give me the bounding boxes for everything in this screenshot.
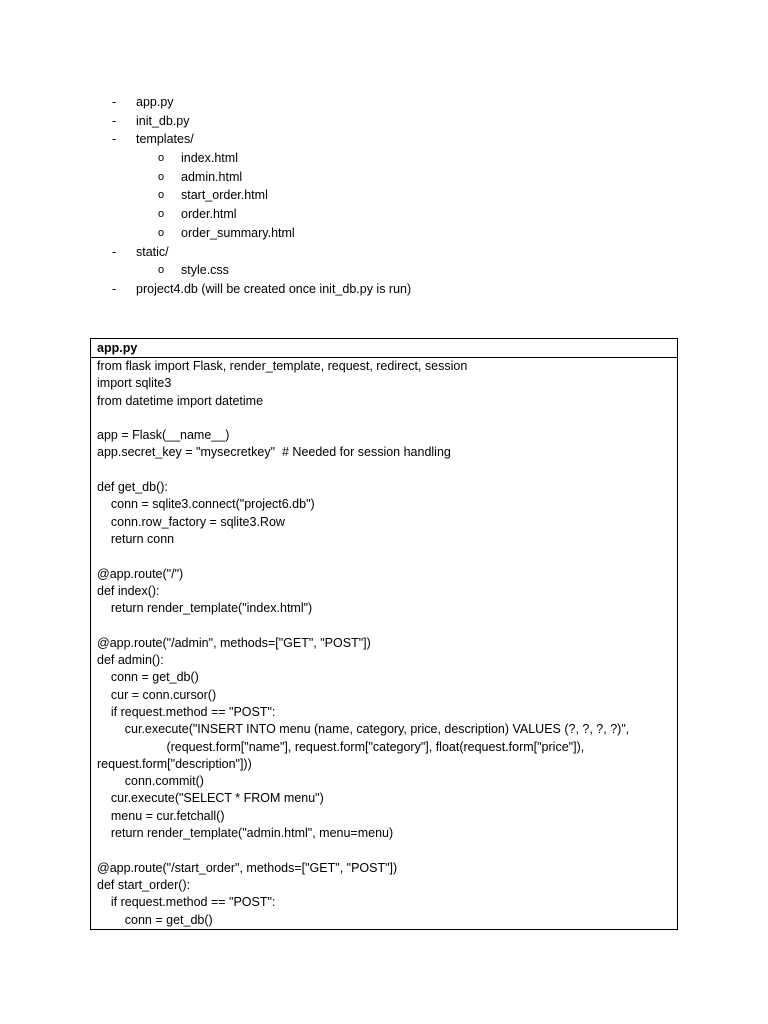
file-list-subitem — [0, 149, 768, 168]
code-line: conn.commit() — [97, 774, 204, 789]
code-line — [97, 617, 677, 634]
code-line: conn.row_factory = sqlite3.Row — [97, 514, 285, 529]
file-list-subitem — [0, 205, 768, 224]
code-line: def get_db(): — [97, 480, 168, 495]
folder-name: static/ — [136, 244, 169, 259]
file-name: start_order.html — [181, 188, 268, 203]
file-list-item — [0, 112, 768, 131]
circle-bullet-icon: o — [158, 189, 165, 202]
file-name: order.html — [181, 207, 237, 222]
code-line: cur = conn.cursor() — [97, 687, 217, 702]
circle-bullet-icon: o — [158, 264, 165, 277]
code-table — [90, 338, 678, 930]
code-line: def index(): — [97, 583, 160, 598]
file-list-item — [0, 280, 768, 299]
circle-bullet-icon: o — [158, 152, 165, 165]
file-list-subitem — [0, 224, 768, 243]
code-line: cur.execute("INSERT INTO menu (name, category, price, description) VALUES (?, ?, ?, ?)", — [97, 722, 630, 737]
code-line: return render_template("index.html") — [97, 601, 313, 616]
code-table-body — [91, 358, 677, 929]
code-line: import sqlite3 — [97, 376, 172, 391]
code-line: conn = sqlite3.connect("project6.db") — [97, 497, 315, 512]
file-name: app.py — [136, 95, 174, 109]
code-line: if request.method == "POST": — [97, 895, 276, 910]
file-name: order_summary.html — [181, 225, 295, 240]
project-file-list — [0, 93, 768, 299]
file-name: style.css — [181, 263, 229, 278]
file-list-item — [0, 130, 768, 149]
dash-bullet-icon: - — [112, 95, 117, 109]
file-name: index.html — [181, 151, 238, 166]
code-line — [97, 548, 677, 565]
code-line — [97, 842, 677, 859]
circle-bullet-icon: o — [158, 226, 165, 239]
file-name: project4.db (will be created once init_db.py is run) — [136, 281, 412, 296]
code-line: app = Flask(__name__) — [97, 428, 230, 443]
dash-bullet-icon: - — [112, 281, 117, 296]
file-list-subitem — [0, 261, 768, 280]
code-line: return render_template("admin.html", menu=menu) — [97, 826, 394, 841]
file-list-subitem — [0, 168, 768, 187]
code-line: @app.route("/start_order", methods=["GET", "POST"]) — [97, 860, 398, 875]
code-line — [97, 410, 677, 427]
file-name: admin.html — [181, 169, 243, 184]
code-line: conn = get_db() — [97, 912, 213, 927]
code-table-header: app.py — [91, 339, 677, 358]
code-line: app.secret_key = "mysecretkey" # Needed for session handling — [97, 445, 451, 460]
code-line: conn = get_db() — [97, 670, 199, 685]
file-list-subitem — [0, 186, 768, 205]
folder-name: templates/ — [136, 132, 194, 147]
dash-bullet-icon: - — [112, 113, 117, 128]
code-line: from datetime import datetime — [97, 393, 264, 408]
dash-bullet-icon: - — [112, 244, 117, 259]
code-line: request.form["description"])) — [97, 756, 252, 771]
code-line: @app.route("/") — [97, 566, 184, 581]
code-line: def start_order(): — [97, 877, 191, 892]
code-line: (request.form["name"], request.form["category"], float(request.form["price"]), — [97, 739, 585, 754]
dash-bullet-icon: - — [112, 132, 117, 147]
code-line: return conn — [97, 531, 175, 546]
file-name: init_db.py — [136, 113, 190, 128]
code-line: @app.route("/admin", methods=["GET", "POST"]) — [97, 635, 371, 650]
circle-bullet-icon: o — [158, 208, 165, 221]
code-line: cur.execute("SELECT * FROM menu") — [97, 791, 324, 806]
code-line: if request.method == "POST": — [97, 704, 276, 719]
code-line: menu = cur.fetchall() — [97, 808, 225, 823]
code-line: def admin(): — [97, 653, 164, 668]
file-list-item — [0, 93, 768, 112]
code-line: from flask import Flask, render_template, request, redirect, session — [97, 359, 468, 373]
file-list-item — [0, 243, 768, 262]
code-line — [97, 462, 677, 479]
circle-bullet-icon: o — [158, 170, 165, 183]
